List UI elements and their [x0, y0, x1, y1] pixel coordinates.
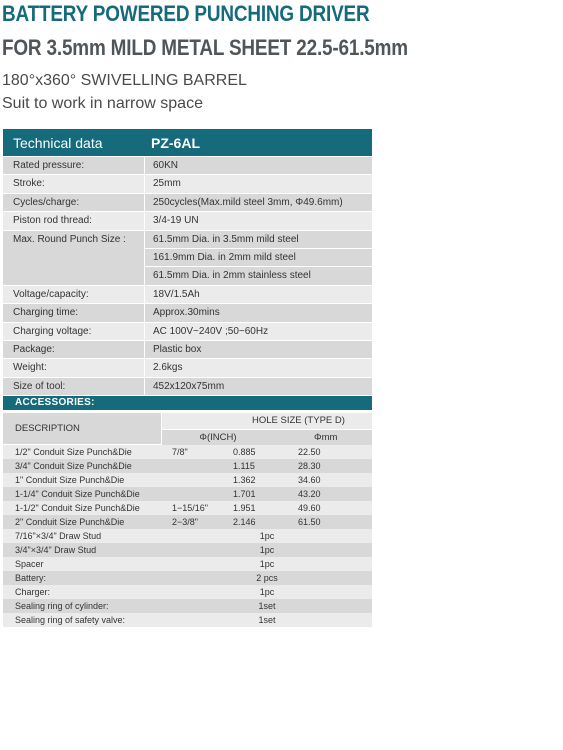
accessory-description: 3/4"×3/4" Draw Stud: [15, 545, 97, 555]
accessory-row: [3, 529, 372, 543]
spec-value: 161.9mm Dia. in 2mm mild steel: [145, 248, 372, 266]
punch-row: [3, 473, 372, 487]
technical-data-label: Technical data: [13, 134, 103, 151]
punch-inch-value: 2.146: [233, 517, 256, 527]
punch-inch-value: 1.701: [233, 489, 256, 499]
accessory-description: Sealing ring of cylinder:: [15, 601, 109, 611]
punch-inch: [162, 459, 217, 473]
punch-inch: 7/8": [172, 447, 188, 457]
mm-header: Φmm: [314, 432, 338, 443]
spec-value: 60KN: [153, 160, 179, 171]
spec-label: Charging time:: [13, 307, 79, 319]
punch-inch-value: 1.951: [233, 503, 256, 513]
model-number: PZ-6AL: [151, 134, 200, 151]
punch-row: [3, 487, 372, 501]
spec-value: 452x120x75mm: [153, 380, 225, 392]
punch-row: [3, 459, 372, 473]
technical-data-table: [3, 129, 372, 410]
spec-value: 61.5mm Dia. in 2mm stainless steel: [145, 266, 372, 284]
punch-inch: 2−3/8": [172, 517, 198, 527]
spec-row: [3, 157, 372, 175]
spec-rows: [3, 157, 372, 396]
accessory-quantity: 2 pcs: [256, 573, 278, 583]
spec-value: 25mm: [153, 178, 181, 190]
spec-row: [3, 341, 372, 359]
spec-label: Cycles/charge:: [13, 196, 80, 208]
spec-label: Charging voltage:: [13, 325, 92, 337]
description-header: DESCRIPTION: [3, 413, 162, 444]
accessory-quantity: 1set: [258, 601, 276, 611]
punch-mm: 28.30: [298, 461, 321, 471]
spec-value: AC 100V~240V ;50~60Hz: [153, 325, 269, 337]
spec-value: Approx.30mins: [153, 307, 220, 319]
spec-row: [3, 175, 372, 193]
spec-row: [3, 304, 372, 322]
punch-inch: 1−15/16": [172, 503, 208, 513]
spec-value: 3/4-19 UN: [153, 215, 199, 227]
accessory-quantity: 1pc: [259, 531, 275, 541]
accessories-column-header: [3, 413, 372, 445]
accessory-description: Battery:: [15, 573, 47, 583]
punch-row: [3, 501, 372, 515]
accessory-row: [3, 585, 372, 599]
accessory-quantity: 1pc: [259, 587, 275, 597]
accessory-row: [3, 557, 372, 571]
spec-label: Package:: [13, 344, 55, 356]
punch-mm: 43.20: [298, 489, 321, 499]
spec-label: Size of tool:: [13, 380, 66, 392]
accessory-row: [3, 599, 372, 613]
accessory-quantity: 1pc: [259, 559, 275, 569]
spec-row: [3, 378, 372, 396]
punch-inch-value: 0.885: [233, 447, 256, 457]
accessory-row: [3, 613, 372, 627]
punch-row: [3, 515, 372, 529]
punch-description: 1" Conduit Size Punch&Die: [15, 475, 125, 485]
accessory-quantity: 1pc: [259, 545, 275, 555]
spec-label: Voltage/capacity:: [13, 288, 89, 300]
spec-label: Rated pressure:: [13, 160, 85, 171]
accessory-description: Spacer: [15, 559, 44, 569]
accessory-rows: [3, 445, 372, 627]
inch-header: Φ(INCH): [199, 432, 237, 443]
title-line-2: FOR 3.5mm MILD METAL SHEET 22.5-61.5mm: [2, 35, 408, 60]
punch-inch-value: 1.115: [233, 461, 255, 471]
punch-inch-value: 1.362: [233, 475, 256, 485]
punch-mm: 61.50: [298, 517, 321, 527]
punch-row: [3, 445, 372, 459]
punch-inch: [162, 487, 217, 501]
punch-description: 1-1/2" Conduit Size Punch&Die: [15, 503, 140, 513]
spec-value: 18V/1.5Ah: [153, 288, 200, 300]
punch-mm: 34.60: [298, 475, 321, 485]
spec-row: [3, 359, 372, 377]
spec-value: 2.6kgs: [153, 362, 183, 374]
spec-row: [3, 231, 372, 286]
spec-label: Piston rod thread:: [13, 215, 92, 227]
accessory-description: Sealing ring of safety valve:: [15, 615, 126, 625]
punch-description: 1/2" Conduit Size Punch&Die: [15, 447, 132, 457]
accessory-quantity: 1set: [258, 615, 276, 625]
accessory-row: [3, 543, 372, 557]
punch-description: 1-1/4" Conduit Size Punch&Die: [15, 489, 140, 499]
spec-label: Max. Round Punch Size :: [13, 233, 126, 245]
accessory-row: [3, 571, 372, 585]
punch-description: 2" Conduit Size Punch&Die: [15, 517, 125, 527]
punch-mm: 22.50: [298, 447, 321, 457]
accessory-description: Charger:: [15, 587, 51, 597]
punch-mm: 49.60: [298, 503, 321, 513]
subtitle-line-1: 180°x360° SWIVELLING BARREL: [2, 72, 247, 89]
punch-description: 3/4" Conduit Size Punch&Die: [15, 461, 132, 471]
spec-row: [3, 194, 372, 212]
subtitle-line-2: Suit to work in narrow space: [2, 95, 203, 112]
spec-label: Stroke:: [13, 178, 45, 190]
technical-data-header: [3, 129, 372, 156]
spec-row: [3, 323, 372, 341]
spec-label: Weight:: [13, 362, 47, 374]
accessories-header: ACCESSORIES:: [3, 396, 372, 410]
spec-row: [3, 286, 372, 304]
spec-value: Plastic box: [153, 344, 202, 356]
hole-size-header: HOLE SIZE (TYPE D): [162, 413, 372, 429]
punch-inch: [162, 473, 217, 487]
spec-value: 250cycles(Max.mild steel 3mm, Φ49.6mm): [153, 196, 343, 208]
title-line-1: BATTERY POWERED PUNCHING DRIVER: [2, 1, 370, 26]
spec-value: 61.5mm Dia. in 3.5mm mild steel: [153, 233, 299, 245]
accessories-table: [3, 413, 372, 627]
accessory-description: 7/16"×3/4" Draw Stud: [15, 531, 102, 541]
spec-row: [3, 212, 372, 230]
